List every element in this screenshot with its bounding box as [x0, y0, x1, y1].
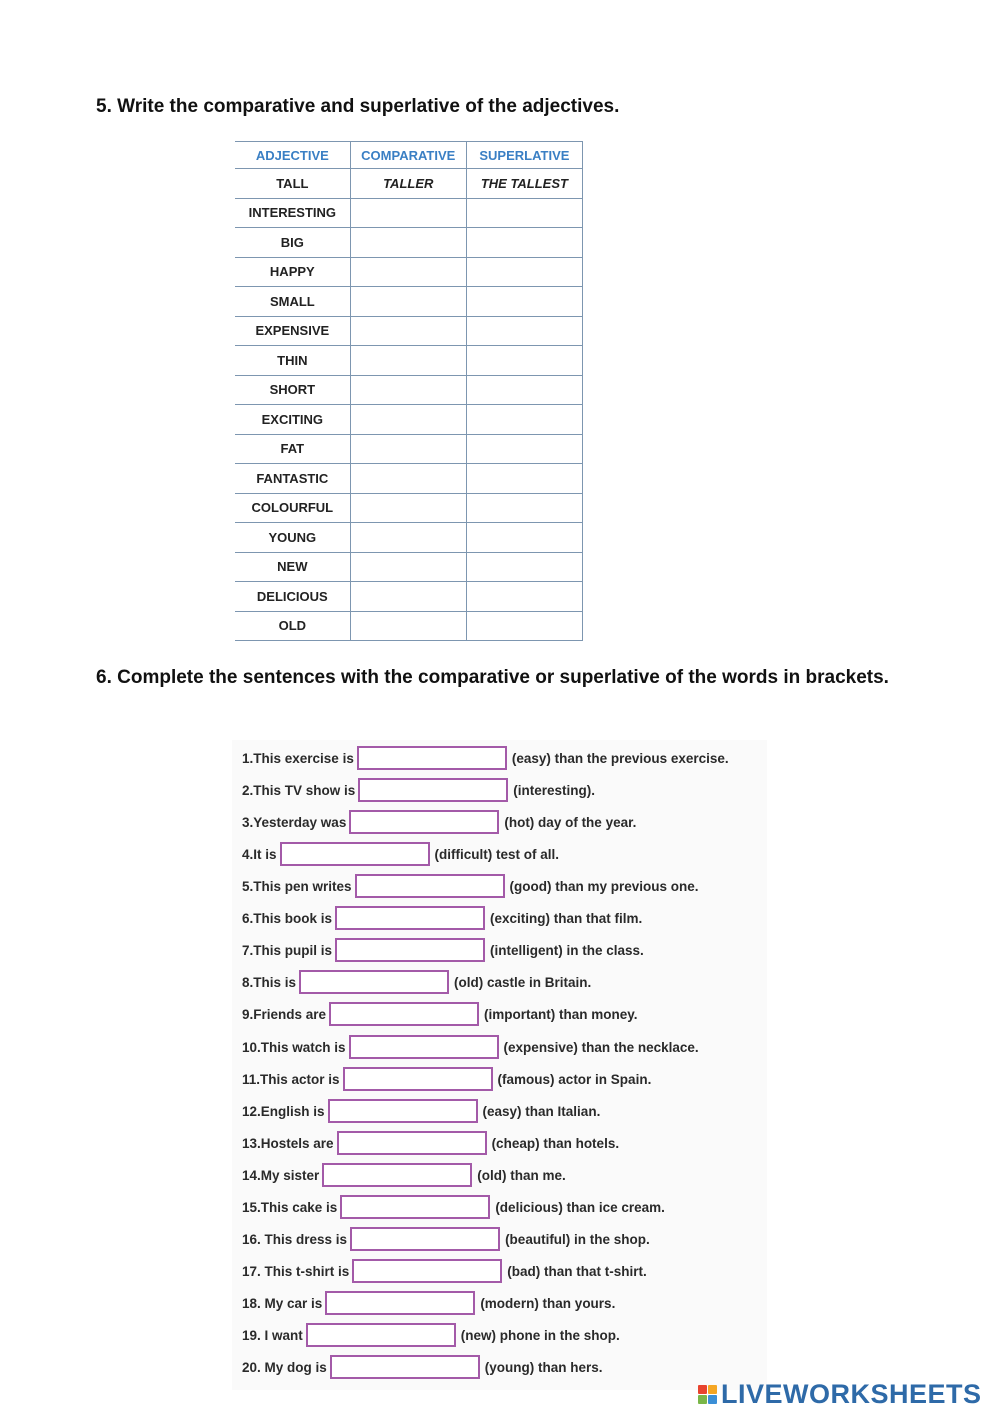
answer-input[interactable] — [330, 1355, 480, 1379]
table-row — [235, 523, 583, 553]
sentence-7 — [242, 935, 644, 965]
sentence-2 — [242, 775, 595, 805]
column-header-superlative: SUPERLATIVE — [466, 142, 582, 169]
adjective-cell: COLOURFUL — [235, 493, 350, 523]
comparative-answer-cell[interactable] — [350, 582, 466, 612]
comparative-answer-cell[interactable] — [350, 405, 466, 435]
superlative-answer-cell[interactable] — [466, 316, 582, 346]
sentence-start: 8.This is — [242, 974, 297, 990]
comparative-answer-cell[interactable]: TALLER — [350, 169, 466, 199]
superlative-answer-cell[interactable] — [466, 257, 582, 287]
sentence-10 — [242, 1032, 699, 1062]
adjective-cell: OLD — [235, 611, 350, 641]
adjective-cell: NEW — [235, 552, 350, 582]
comparative-answer-cell[interactable] — [350, 316, 466, 346]
sentence-start: 9.Friends are — [242, 1006, 327, 1022]
superlative-answer-cell[interactable] — [466, 582, 582, 612]
sentence-6 — [242, 903, 642, 933]
logo-badge-icon — [698, 1385, 717, 1404]
superlative-answer-cell[interactable] — [466, 228, 582, 258]
comparative-answer-cell[interactable] — [350, 552, 466, 582]
superlative-answer-cell[interactable] — [466, 375, 582, 405]
sentence-end: (old) castle in Britain. — [454, 974, 592, 990]
exercise-5-heading: 5. Write the comparative and superlative of the adjectives. — [96, 96, 620, 117]
sentence-end: (famous) actor in Spain. — [497, 1071, 652, 1087]
sentence-end: (expensive) than the necklace. — [503, 1039, 699, 1055]
table-row — [235, 169, 583, 199]
comparative-answer-cell[interactable] — [350, 611, 466, 641]
adjective-cell: INTERESTING — [235, 198, 350, 228]
sentence-end: (cheap) than hotels. — [491, 1135, 620, 1151]
comparative-answer-cell[interactable] — [350, 198, 466, 228]
answer-input[interactable] — [335, 938, 485, 962]
adjective-cell: EXCITING — [235, 405, 350, 435]
answer-input[interactable] — [299, 970, 449, 994]
table-row — [235, 552, 583, 582]
answer-input[interactable] — [343, 1067, 493, 1091]
answer-input[interactable] — [352, 1259, 502, 1283]
sentence-list — [232, 740, 767, 1390]
superlative-answer-cell[interactable] — [466, 287, 582, 317]
sentence-end: (easy) than Italian. — [482, 1103, 601, 1119]
answer-input[interactable] — [350, 1227, 500, 1251]
adjective-cell: EXPENSIVE — [235, 316, 350, 346]
adjective-cell: YOUNG — [235, 523, 350, 553]
sentence-start: 14.My sister — [242, 1167, 320, 1183]
sentence-start: 11.This actor is — [242, 1071, 340, 1087]
sentence-start: 10.This watch is — [242, 1039, 346, 1055]
logo-text: LIVEWORKSHEETS — [721, 1378, 982, 1409]
sentence-end: (difficult) test of all. — [434, 846, 560, 862]
answer-input[interactable] — [335, 906, 485, 930]
sentence-end: (hot) day of the year. — [504, 814, 637, 830]
sentence-start: 13.Hostels are — [242, 1135, 334, 1151]
sentence-17 — [242, 1256, 647, 1286]
superlative-answer-cell[interactable] — [466, 611, 582, 641]
sentence-start: 2.This TV show is — [242, 782, 356, 798]
comparative-answer-cell[interactable] — [350, 287, 466, 317]
superlative-answer-cell[interactable] — [466, 552, 582, 582]
adjective-cell: DELICIOUS — [235, 582, 350, 612]
answer-input[interactable] — [328, 1099, 478, 1123]
adjective-cell: TALL — [235, 169, 350, 199]
sentence-18 — [242, 1288, 615, 1318]
liveworksheets-logo — [698, 1380, 982, 1408]
answer-input[interactable] — [358, 778, 508, 802]
sentence-end: (interesting). — [513, 782, 596, 798]
comparative-answer-cell[interactable] — [350, 257, 466, 287]
sentence-start: 18. My car is — [242, 1295, 323, 1311]
sentence-end: (delicious) than ice cream. — [495, 1199, 665, 1215]
comparative-answer-cell[interactable] — [350, 523, 466, 553]
sentence-end: (good) than my previous one. — [509, 878, 699, 894]
answer-input[interactable] — [329, 1002, 479, 1026]
comparative-answer-cell[interactable] — [350, 346, 466, 376]
adjective-cell: THIN — [235, 346, 350, 376]
table-row — [235, 375, 583, 405]
adjective-cell: SMALL — [235, 287, 350, 317]
table-row — [235, 346, 583, 376]
table-row — [235, 405, 583, 435]
sentence-end: (easy) than the previous exercise. — [511, 750, 729, 766]
sentence-19 — [242, 1320, 620, 1350]
sentence-start: 17. This t-shirt is — [242, 1263, 350, 1279]
table-row — [235, 228, 583, 258]
adjective-cell: HAPPY — [235, 257, 350, 287]
sentence-15 — [242, 1192, 665, 1222]
sentence-start: 6.This book is — [242, 910, 333, 926]
sentence-9 — [242, 999, 638, 1029]
table-row — [235, 198, 583, 228]
superlative-answer-cell[interactable] — [466, 464, 582, 494]
sentence-start: 7.This pupil is — [242, 942, 333, 958]
table-row — [235, 493, 583, 523]
answer-input[interactable] — [357, 746, 507, 770]
sentence-13 — [242, 1128, 619, 1158]
exercise-6-heading: 6. Complete the sentences with the comparative or superlative of the words in brackets. — [96, 667, 889, 688]
sentence-end: (young) than hers. — [484, 1359, 603, 1375]
comparative-answer-cell[interactable] — [350, 434, 466, 464]
table-row — [235, 287, 583, 317]
sentence-20 — [242, 1352, 603, 1382]
sentence-start: 4.It is — [242, 846, 277, 862]
sentence-4 — [242, 839, 559, 869]
sentence-5 — [242, 871, 699, 901]
superlative-answer-cell[interactable] — [466, 346, 582, 376]
answer-input[interactable] — [349, 810, 499, 834]
sentence-end: (beautiful) in the shop. — [505, 1231, 650, 1247]
answer-input[interactable] — [340, 1195, 490, 1219]
answer-input[interactable] — [322, 1163, 472, 1187]
sentence-start: 3.Yesterday was — [242, 814, 347, 830]
sentence-start: 5.This pen writes — [242, 878, 352, 894]
table-row — [235, 582, 583, 612]
comparative-answer-cell[interactable] — [350, 228, 466, 258]
superlative-answer-cell[interactable] — [466, 434, 582, 464]
superlative-answer-cell[interactable] — [466, 405, 582, 435]
sentence-start: 19. I want — [242, 1327, 303, 1343]
comparative-answer-cell[interactable] — [350, 375, 466, 405]
sentence-8 — [242, 967, 591, 997]
adjective-table — [235, 141, 583, 641]
sentence-12 — [242, 1096, 600, 1126]
sentence-end: (new) phone in the shop. — [460, 1327, 620, 1343]
answer-input[interactable] — [337, 1131, 487, 1155]
superlative-answer-cell[interactable] — [466, 493, 582, 523]
sentence-11 — [242, 1064, 651, 1094]
superlative-answer-cell[interactable]: THE TALLEST — [466, 169, 582, 199]
table-row — [235, 316, 583, 346]
sentence-end: (intelligent) in the class. — [490, 942, 644, 958]
sentence-end: (old) than me. — [477, 1167, 566, 1183]
sentence-end: (bad) than that t-shirt. — [507, 1263, 647, 1279]
superlative-answer-cell[interactable] — [466, 198, 582, 228]
answer-input[interactable] — [349, 1035, 499, 1059]
sentence-start: 1.This exercise is — [242, 750, 354, 766]
answer-input[interactable] — [355, 874, 505, 898]
sentence-end: (important) than money. — [484, 1006, 638, 1022]
sentence-1 — [242, 743, 729, 773]
table-row — [235, 611, 583, 641]
table-row — [235, 257, 583, 287]
answer-input[interactable] — [280, 842, 430, 866]
comparative-answer-cell[interactable] — [350, 464, 466, 494]
sentence-3 — [242, 807, 636, 837]
sentence-start: 16. This dress is — [242, 1231, 348, 1247]
sentence-14 — [242, 1160, 566, 1190]
sentence-start: 20. My dog is — [242, 1359, 327, 1375]
sentence-16 — [242, 1224, 650, 1254]
column-header-adjective: ADJECTIVE — [235, 142, 350, 169]
superlative-answer-cell[interactable] — [466, 523, 582, 553]
adjective-cell: FAT — [235, 434, 350, 464]
column-header-comparative: COMPARATIVE — [350, 142, 466, 169]
sentence-end: (modern) than yours. — [480, 1295, 616, 1311]
answer-input[interactable] — [306, 1323, 456, 1347]
adjective-cell: SHORT — [235, 375, 350, 405]
table-row — [235, 434, 583, 464]
sentence-start: 15.This cake is — [242, 1199, 338, 1215]
adjective-cell: FANTASTIC — [235, 464, 350, 494]
answer-input[interactable] — [325, 1291, 475, 1315]
comparative-answer-cell[interactable] — [350, 493, 466, 523]
sentence-start: 12.English is — [242, 1103, 325, 1119]
table-row — [235, 464, 583, 494]
sentence-end: (exciting) than that film. — [490, 910, 643, 926]
adjective-cell: BIG — [235, 228, 350, 258]
table-header-row — [235, 142, 583, 169]
